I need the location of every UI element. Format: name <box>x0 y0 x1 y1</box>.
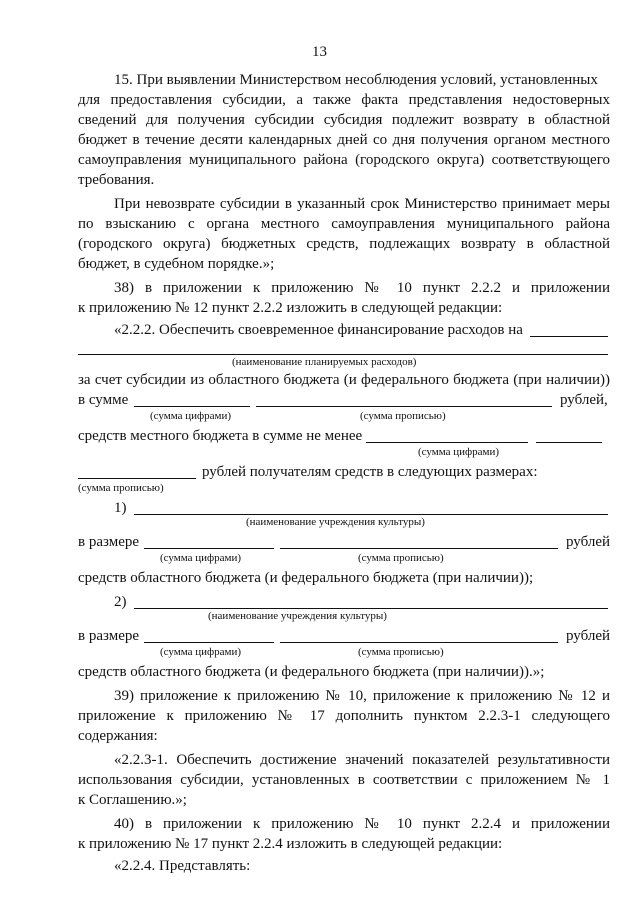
p40-line-1: 40) в приложении к приложению № 10 пункт 2.2.4 и приложении <box>114 816 610 832</box>
page-number: 13 <box>312 44 327 60</box>
local-budget-text: средств местного бюджета в сумме не менее <box>78 428 363 444</box>
q222-text: «2.2.2. Обеспечить своевременное финансирование расходов на <box>114 322 523 338</box>
rubley-label-1: рублей <box>566 534 611 550</box>
in-amount-label-1: в сумме <box>78 392 129 408</box>
size-words-hint-2: (сумма прописью) <box>358 646 444 658</box>
p15-line-4: бюджет в течение десяти календарных дней со дня получения органом местного <box>78 132 610 148</box>
p40-line-2: к приложению № 17 пункт 2.2.4 изложить в следующей редакции: <box>78 836 503 852</box>
size-digits-hint-2: (сумма цифрами) <box>160 646 242 658</box>
size-digits-blank-1 <box>144 548 274 549</box>
local-sum-words-hint: (сумма прописью) <box>78 482 164 494</box>
nevozvrat-line-3: (городского округа) бюджетных средств, подлежащих возврату в областной <box>78 236 610 252</box>
culture-institution-hint-1: (наименование учреждения культуры) <box>246 516 425 528</box>
expenses-name-hint: (наименование планируемых расходов) <box>232 356 417 368</box>
sum-digits-blank-1 <box>134 406 250 407</box>
local-sum-digits-blank <box>366 442 528 443</box>
size-digits-blank-2 <box>144 642 274 643</box>
sum-words-hint-1: (сумма прописью) <box>360 410 446 422</box>
p15-line-5: самоуправления муниципального района (городского округа) соответствующего <box>78 152 610 168</box>
p39-line-3: содержания: <box>78 728 158 744</box>
size-words-hint-1: (сумма прописью) <box>358 552 444 564</box>
q2231-line-2: использования субсидии, установленных в соответствии с приложением № 1 <box>78 772 610 788</box>
nevozvrat-line-1: При невозврате субсидии в указанный срок Министерство принимает меры <box>114 196 610 212</box>
in-size-label-1: в размере <box>78 534 140 550</box>
culture-institution-blank-2 <box>134 608 608 609</box>
q2231-line-1: «2.2.3-1. Обеспечить достижение значений показателей результативности <box>114 752 610 768</box>
p15-line-6: требования. <box>78 172 155 188</box>
size-digits-hint-1: (сумма цифрами) <box>160 552 242 564</box>
p39-line-2: приложение к приложению № 17 дополнить пунктом 2.2.3-1 следующего <box>78 708 610 724</box>
q222-blank <box>530 336 608 337</box>
local-sum-words-blank <box>78 478 196 479</box>
q224-text: «2.2.4. Представлять: <box>114 858 251 874</box>
p15-line-1-text: 15. При выявлении Министерством несоблюдения условий, установленных <box>114 72 598 88</box>
in-size-label-2: в размере <box>78 628 140 644</box>
sum-words-blank-1 <box>256 406 552 407</box>
rubles-label-1: рублей, <box>560 392 608 408</box>
regional-funds-text-1: средств областного бюджета (и федерального бюджета (при наличии)); <box>78 570 534 586</box>
regional-funds-text-2: средств областного бюджета (и федерального бюджета (при наличии)).»; <box>78 664 545 680</box>
size-words-blank-1 <box>280 548 558 549</box>
p38-line-2: к приложению № 12 пункт 2.2.2 изложить в следующей редакции: <box>78 300 503 316</box>
sum-digits-hint-1: (сумма цифрами) <box>150 410 232 422</box>
local-sum-digits-hint: (сумма цифрами) <box>418 446 500 458</box>
q2231-line-3: к Соглашению.»; <box>78 792 187 808</box>
nevozvrat-line-2: по взысканию с органа местного самоуправления муниципального района <box>78 216 610 232</box>
local-sum-extra-blank <box>536 442 602 443</box>
size-words-blank-2 <box>280 642 558 643</box>
item-1-label: 1) <box>114 500 127 516</box>
nevozvrat-line-4: бюджет, в судебном порядке.»; <box>78 256 275 272</box>
rubles-recipients-text: рублей получателям средств в следующих размерах: <box>202 464 538 480</box>
at-expense-text: за счет субсидии из областного бюджета (и федерального бюджета (при наличии)) <box>78 372 610 388</box>
p39-line-1: 39) приложение к приложению № 10, приложение к приложению № 12 и <box>114 688 610 704</box>
culture-institution-blank-1 <box>134 514 608 515</box>
item-2-label: 2) <box>114 594 127 610</box>
rubley-label-2: рублей <box>566 628 611 644</box>
p15-line-1 <box>114 72 610 88</box>
p15-line-3: сведений для получения субсидии субсидия подлежит возврату в областной <box>78 112 610 128</box>
expenses-name-line <box>78 354 608 355</box>
culture-institution-hint-2: (наименование учреждения культуры) <box>208 610 387 622</box>
p15-line-2: для предоставления субсидии, а также факта представления недостоверных <box>78 92 610 108</box>
p38-line-1: 38) в приложении к приложению № 10 пункт 2.2.2 и приложении <box>114 280 610 296</box>
